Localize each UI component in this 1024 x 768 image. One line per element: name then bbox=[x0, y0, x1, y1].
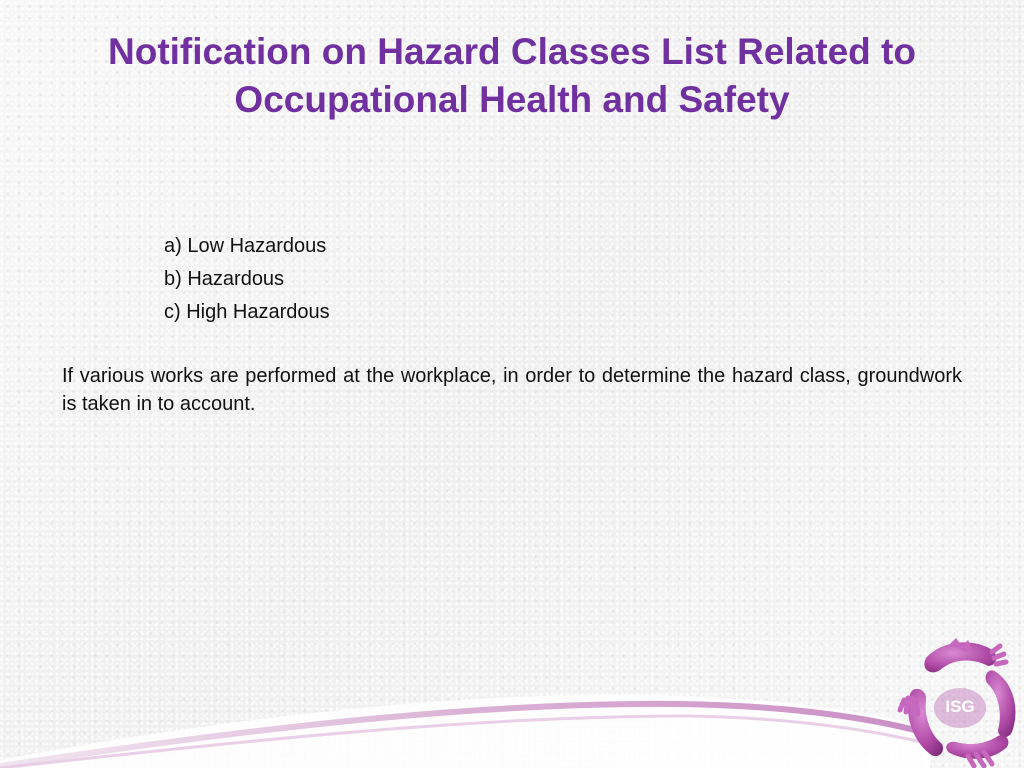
hazard-class-item-low: a) Low Hazardous bbox=[164, 235, 327, 257]
hazard-class-item-high: c) High Hazardous bbox=[164, 301, 330, 323]
hazard-class-list bbox=[164, 230, 330, 329]
logo-text: ISG bbox=[945, 697, 975, 716]
slide-title: Notification on Hazard Classes List Related to Occupational Health and Safety bbox=[108, 31, 916, 121]
hazard-class-item-hazardous: b) Hazardous bbox=[164, 268, 285, 290]
decorative-wave bbox=[0, 648, 1024, 768]
body-paragraph: If various works are performed at the workplace, in order to determine the hazard class, groundwork is taken in to account. bbox=[62, 365, 962, 415]
